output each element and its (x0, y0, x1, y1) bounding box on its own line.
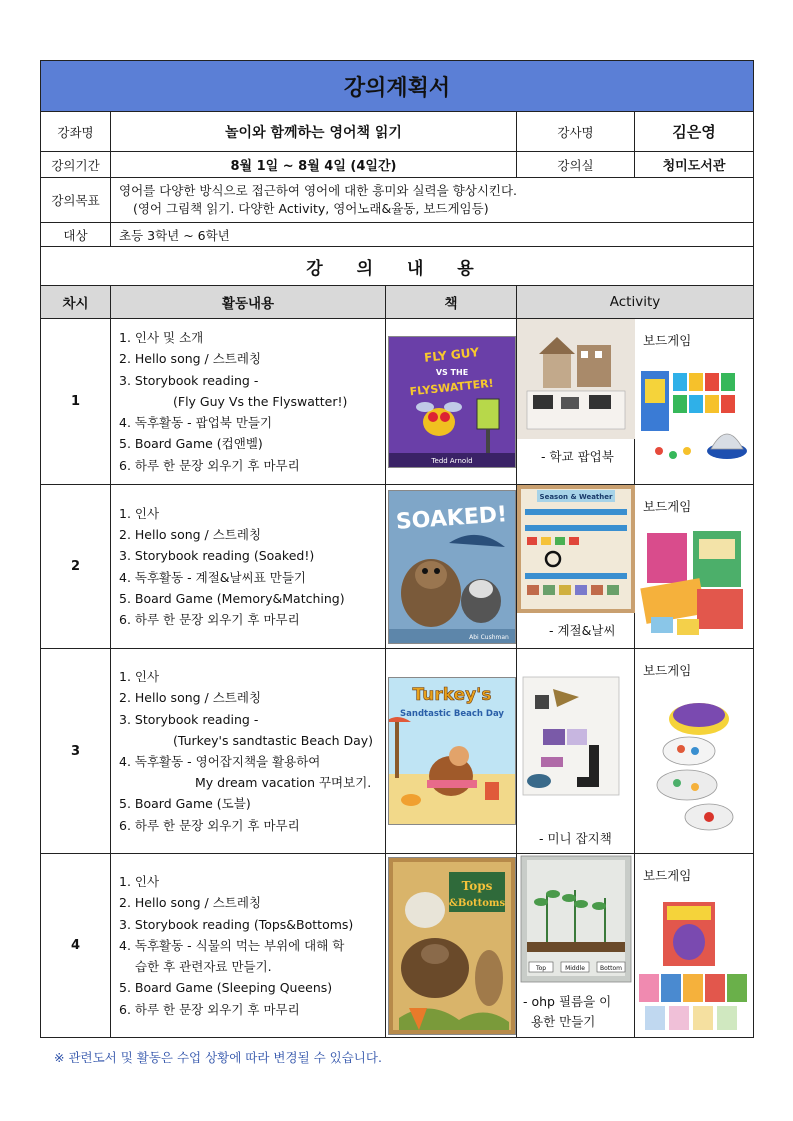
book-cell (386, 485, 517, 649)
session-number: 1 (41, 319, 111, 485)
svg-text:&Bottoms: &Bottoms (448, 897, 506, 909)
board-game-label: 보드게임 (643, 333, 692, 348)
board-game-cell (635, 485, 754, 649)
col-header-session: 차시 (41, 286, 111, 319)
section-title: 강 의 내 용 (41, 247, 754, 286)
session-row (41, 485, 754, 649)
activity-line: 5. Board Game (컵앤벨) (119, 436, 263, 452)
svg-text:FLY GUY: FLY GUY (423, 344, 480, 365)
activity-caption-line-1: - ohp 필름을 이 (523, 994, 612, 1009)
session-row (41, 854, 754, 1038)
book-subtitle: Sandtastic Beach Day (400, 709, 504, 719)
school-popup-book-photo (517, 319, 635, 439)
course-label: 강좌명 (41, 112, 111, 152)
activity-line: 5. Board Game (도블) (119, 796, 251, 812)
activity-line: 5. Board Game (Sleeping Queens) (119, 980, 333, 996)
session-activities (111, 649, 386, 854)
activity-line: 4. 독후활동 - 계절&날씨표 만들기 (119, 569, 306, 585)
col-header-book: 책 (386, 286, 517, 319)
session-activities (111, 485, 386, 649)
activity-line: 6. 하루 한 문장 외우기 후 마무리 (119, 817, 300, 833)
activity-caption: - 계절&날씨 (549, 623, 616, 638)
goal-line-2: (영어 그림책 읽기. 다양한 Activity, 영어노래&율동, 보드게임등) (133, 201, 489, 216)
activity-cell (517, 854, 635, 1038)
activity-line: My dream vacation 꾸며보기. (195, 775, 372, 791)
board-game-label: 보드게임 (643, 499, 692, 514)
activity-line: 1. 인사 (119, 669, 160, 685)
activity-line: 습한 후 관련자료 만들기. (135, 959, 272, 975)
board-game-cell (635, 319, 754, 485)
cup-and-bell-game-photo (639, 359, 751, 479)
svg-text:VS THE: VS THE (435, 367, 469, 377)
mini-magazine-photo (517, 673, 635, 803)
session-number: 2 (41, 485, 111, 649)
season-weather-chart-photo (517, 485, 635, 613)
teacher-label: 강사명 (517, 112, 635, 152)
book-cover-turkeys-beach-day (388, 677, 516, 825)
book-title: SOAKED! (395, 501, 508, 535)
activity-cell (517, 319, 635, 485)
activity-caption: - 학교 팝업북 (541, 449, 614, 464)
activity-caption (523, 992, 611, 1032)
board-game-cell (635, 649, 754, 854)
activity-label-middle: Middle (565, 965, 585, 972)
activity-line: 4. 독후활동 - 팝업북 만들기 (119, 415, 273, 431)
svg-text:Tedd Arnold: Tedd Arnold (431, 456, 473, 465)
board-game-cell (635, 854, 754, 1038)
lecture-plan-sheet (40, 60, 753, 1038)
activity-line: 5. Board Game (Memory&Matching) (119, 590, 345, 606)
target-label: 대상 (41, 223, 111, 247)
activity-line: 1. 인사 (119, 505, 160, 521)
activity-line: 3. Storybook reading (Tops&Bottoms) (119, 916, 354, 932)
sleeping-queens-game-photo (637, 888, 749, 1038)
activity-line: 4. 독후활동 - 영어잡지책을 활용하여 (119, 754, 321, 769)
goal-text (111, 178, 754, 223)
document-title: 강의계획서 (41, 61, 754, 112)
session-activities (111, 854, 386, 1038)
activity-line: 3. Storybook reading - (119, 711, 259, 727)
target-value: 초등 3학년 ~ 6학년 (111, 223, 754, 247)
activity-line: 6. 하루 한 문장 외우기 후 마무리 (119, 611, 300, 627)
activity-line: 1. 인사 (119, 874, 160, 890)
activity-cell (517, 485, 635, 649)
activity-line: 6. 하루 한 문장 외우기 후 마무리 (119, 457, 300, 473)
activity-label-bottom: Bottom (599, 965, 623, 972)
book-cover-fly-guy (388, 336, 516, 468)
activity-line: (Fly Guy Vs the Flyswatter!) (173, 393, 348, 409)
lecture-plan-table (40, 60, 754, 1038)
activity-line: 6. 하루 한 문장 외우기 후 마무리 (119, 1001, 300, 1017)
svg-text:FLYSWATTER!: FLYSWATTER! (409, 376, 495, 398)
activity-cell (517, 649, 635, 854)
goal-line-1: 영어를 다양한 방식으로 접근하여 영어에 대한 흥미와 실력을 향상시킨다. (119, 183, 518, 198)
session-activities (111, 319, 386, 485)
svg-text:Tops: Tops (461, 878, 493, 893)
activity-line: (Turkey's sandtastic Beach Day) (173, 732, 374, 748)
dobble-game-photo (637, 689, 749, 839)
activity-line: 3. Storybook reading (Soaked!) (119, 548, 315, 564)
board-game-label: 보드게임 (643, 663, 692, 678)
activity-label-top: Top (535, 965, 547, 972)
activity-chart-title: Season & Weather (539, 493, 613, 501)
activity-caption: - 미니 잡지책 (539, 831, 612, 846)
book-cell (386, 649, 517, 854)
session-number: 4 (41, 854, 111, 1038)
course-value: 놀이와 함께하는 영어책 읽기 (111, 112, 517, 152)
activity-line: 4. 독후활동 - 식물의 먹는 부위에 대해 학 (119, 937, 345, 953)
session-row (41, 319, 754, 485)
teacher-value: 김은영 (635, 112, 754, 152)
book-title: Turkey's (412, 685, 492, 705)
room-label: 강의실 (517, 152, 635, 178)
book-cover-soaked (388, 490, 516, 644)
plant-parts-ohp-photo (517, 854, 635, 986)
period-value: 8월 1일 ~ 8월 4일 (4일간) (111, 152, 517, 178)
activity-caption-line-2: 용한 만들기 (531, 1014, 596, 1029)
footnote: ※ 관련도서 및 활동은 수업 상황에 따라 변경될 수 있습니다. (54, 1050, 382, 1065)
activity-line: 2. Hello song / 스트레칭 (119, 895, 262, 911)
book-author: Abi Cushman (469, 633, 509, 641)
room-value: 청미도서관 (635, 152, 754, 178)
activity-line: 2. Hello song / 스트레칭 (119, 351, 262, 367)
book-cell (386, 854, 517, 1038)
col-header-activities: 활동내용 (111, 286, 386, 319)
session-row (41, 649, 754, 854)
memory-matching-game-photo (637, 523, 749, 643)
goal-label: 강의목표 (41, 178, 111, 223)
col-header-activity: Activity (517, 286, 754, 319)
period-label: 강의기간 (41, 152, 111, 178)
session-number: 3 (41, 649, 111, 854)
activity-line: 2. Hello song / 스트레칭 (119, 527, 262, 543)
board-game-label: 보드게임 (643, 868, 692, 883)
book-cover-tops-and-bottoms (388, 857, 516, 1035)
activity-line: 2. Hello song / 스트레칭 (119, 690, 262, 706)
book-cell (386, 319, 517, 485)
activity-line: 3. Storybook reading - (119, 372, 259, 388)
activity-line: 1. 인사 및 소개 (119, 330, 204, 346)
